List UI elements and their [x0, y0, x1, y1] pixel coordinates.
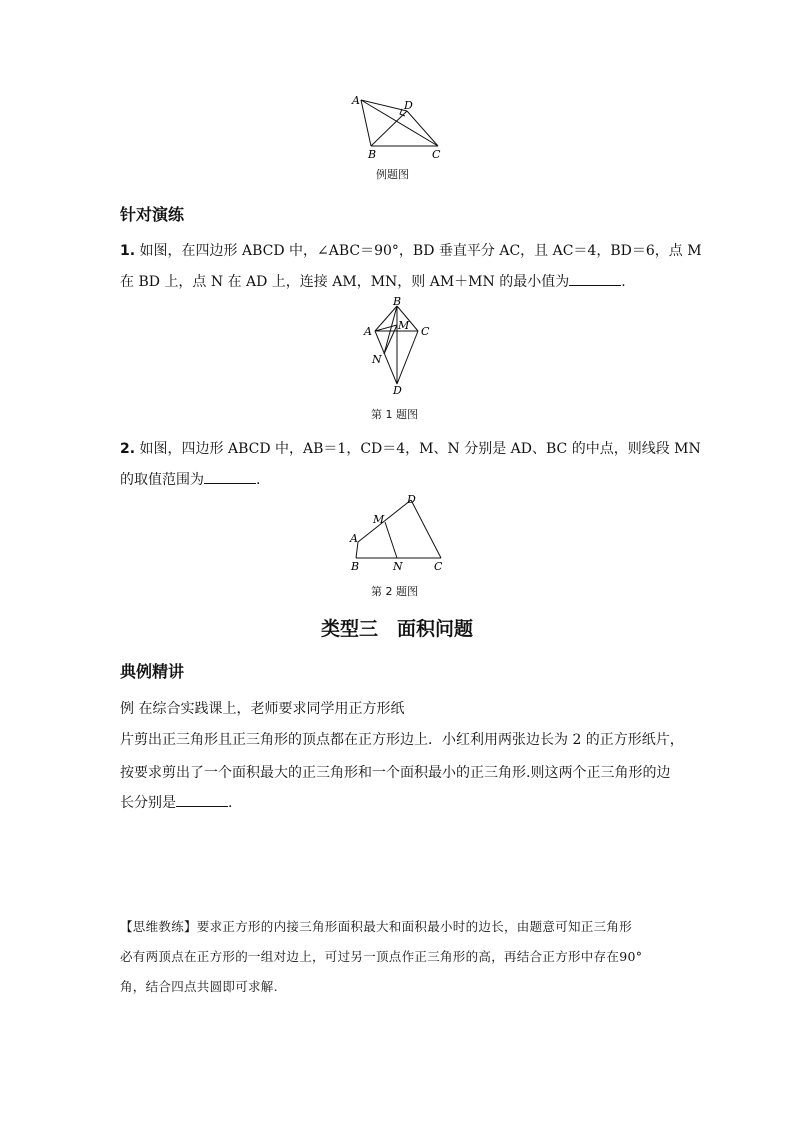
example-line3: 按要求剪出了一个面积最大的正三角形和一个面积最小的正三角形.则这两个正三角形的边 [120, 765, 671, 781]
q2-edge-ad [358, 500, 411, 542]
q2-period: . [256, 472, 261, 488]
hint-line2: 必有两顶点在正方形的一组对边上，可过另一顶点作正三角形的高，再结合正方形中存在90° [120, 949, 643, 964]
q1-label-b: B [393, 295, 402, 308]
q1-text-line2: 在 BD 上，点 N 在 AD 上，连接 AM，MN，则 AM＋MN 的最小值为 [120, 274, 570, 290]
label-a: A [352, 94, 360, 107]
example-answer-blank[interactable] [176, 794, 228, 807]
example-figure-svg [340, 92, 460, 162]
q2-label-a: A [350, 532, 358, 545]
q2-number: 2. [120, 441, 136, 457]
q1-label-d: D [393, 384, 402, 397]
label-d: D [404, 99, 413, 112]
example-line1: 例 在综合实践课上，老师要求同学用正方形纸 [120, 701, 405, 717]
q2-line2 [120, 469, 260, 489]
q2-label-m: M [373, 513, 385, 526]
q1-line1 [120, 240, 702, 260]
q2-figure-svg [345, 490, 455, 575]
hint-line1: 【思维教练】要求正方形的内接三角形面积最大和面积最小时的边长，由题意可知正三角形 [120, 919, 633, 934]
example-line4-text: 长分别是 [120, 795, 176, 811]
q2-label-b: B [351, 560, 360, 573]
q1-figure-svg [360, 296, 440, 396]
q2-label-d: D [407, 493, 416, 506]
edge-ab [361, 100, 371, 146]
example-line4 [120, 792, 232, 812]
q1-number: 1. [120, 243, 136, 259]
q2-mn [385, 522, 397, 558]
q1-edge-cd [397, 331, 418, 384]
q1-caption: 第 1 题图 [371, 408, 418, 421]
q1-label-a: A [364, 325, 372, 338]
practice-heading: 针对演练 [120, 205, 185, 224]
q2-line1 [120, 438, 701, 458]
diag-ac [361, 100, 438, 146]
q1-period: . [621, 274, 626, 290]
q2-figure [345, 490, 455, 579]
example-line2: 片剪出正三角形且正三角形的顶点都在正方形边上．小红利用两张边长为 2 的正方形纸片， [120, 732, 684, 748]
q1-figure [360, 296, 440, 400]
label-b: B [368, 148, 377, 161]
hint-line3: 角，结合四点共圆即可求解. [120, 979, 278, 994]
q2-label-n: N [393, 560, 403, 573]
section-subheading: 典例精讲 [120, 662, 185, 681]
q2-label-c: C [434, 560, 443, 573]
label-c: C [432, 148, 441, 161]
q1-line2 [120, 271, 626, 291]
edge-cd [407, 111, 438, 146]
q1-answer-blank[interactable] [569, 273, 621, 286]
q2-edge-cd [411, 500, 441, 558]
q2-caption: 第 2 题图 [371, 585, 418, 598]
q1-label-n: N [372, 353, 382, 366]
edge-ad [361, 100, 407, 111]
example-period: . [228, 795, 233, 811]
q2-text-line1: 如图，四边形 ABCD 中，AB＝1，CD＝4，M、N 分别是 AD、BC 的中点，则线段 MN [139, 441, 701, 457]
example-caption: 例题图 [376, 168, 409, 181]
example-figure [340, 92, 460, 166]
q1-label-c: C [421, 325, 430, 338]
q1-text-line1: 如图，在四边形 ABCD 中，∠ABC＝90°，BD 垂直平分 AC，且 AC＝4，BD＝6，点 M [139, 243, 702, 259]
q2-text-line2: 的取值范围为 [120, 472, 204, 488]
q2-answer-blank[interactable] [204, 471, 256, 484]
q1-label-m: M [398, 319, 410, 332]
section-title: 类型三 面积问题 [320, 618, 473, 640]
